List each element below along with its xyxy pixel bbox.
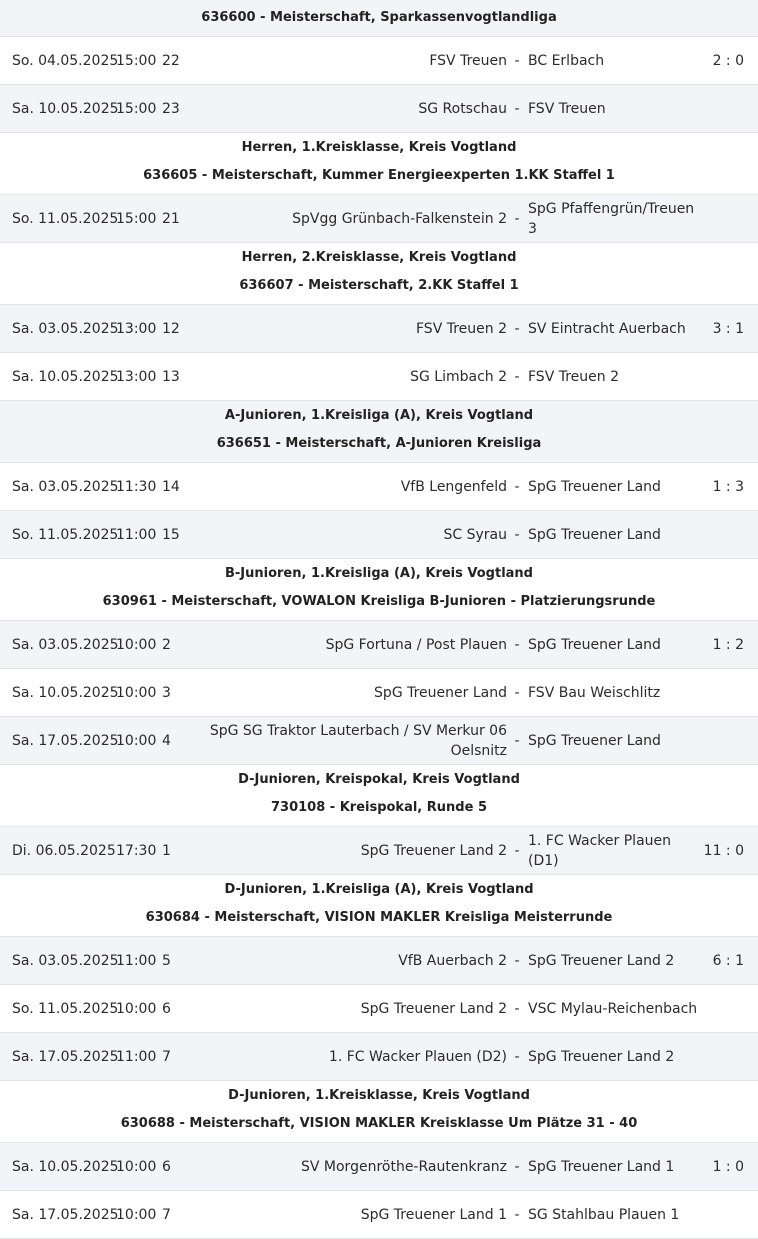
match-date: Sa. 10.05.2025 <box>12 368 119 385</box>
match-date: Sa. 10.05.2025 <box>12 684 119 701</box>
away-team[interactable]: SpG Treuener Land <box>528 526 661 543</box>
away-team[interactable]: 1. FC Wacker Plauen (D1) <box>528 832 672 869</box>
away-team[interactable]: SpG Treuener Land <box>528 732 661 749</box>
match-number: 2 <box>162 636 171 653</box>
home-team[interactable]: SC Syrau <box>443 526 507 543</box>
match-number: 6 <box>162 1000 171 1017</box>
away-team[interactable]: FSV Bau Weischlitz <box>528 684 661 701</box>
match-date: So. 11.05.2025 <box>12 526 119 543</box>
team-separator: - <box>514 842 520 859</box>
home-team[interactable]: SpVgg Grünbach-Falkenstein 2 <box>292 210 507 227</box>
team-separator: - <box>514 526 520 543</box>
away-team[interactable]: FSV Treuen <box>528 100 606 117</box>
away-team[interactable]: VSC Mylau-Reichenbach <box>528 1000 698 1017</box>
home-team[interactable]: FSV Treuen <box>429 52 507 69</box>
match-row[interactable] <box>0 621 758 669</box>
competition-title: 636600 - Meisterschaft, Sparkassenvogtlandliga <box>201 10 557 25</box>
away-team[interactable]: SG Stahlbau Plauen 1 <box>528 1206 680 1223</box>
match-date: Sa. 03.05.2025 <box>12 952 119 969</box>
match-number: 6 <box>162 1158 171 1175</box>
match-number: 22 <box>162 52 180 69</box>
competition-title: 636651 - Meisterschaft, A-Junioren Kreisliga <box>216 436 542 451</box>
team-separator: - <box>514 1000 520 1017</box>
competition-header <box>0 0 758 37</box>
match-row[interactable] <box>0 463 758 511</box>
competition-title: 730108 - Kreispokal, Runde 5 <box>270 800 487 815</box>
home-team[interactable]: SG Limbach 2 <box>410 368 507 385</box>
home-team[interactable]: SpG Treuener Land 2 <box>360 1000 507 1017</box>
match-row[interactable] <box>0 827 758 875</box>
match-row[interactable] <box>0 985 758 1033</box>
home-team[interactable]: SpG Treuener Land 2 <box>360 842 507 859</box>
match-row[interactable] <box>0 353 758 401</box>
team-separator: - <box>514 1158 520 1175</box>
match-time: 10:00 <box>116 636 157 653</box>
match-result: 1 : 2 <box>712 636 744 653</box>
match-row[interactable] <box>0 1033 758 1081</box>
match-time: 11:00 <box>116 952 157 969</box>
competition-class-label: A-Junioren, 1.Kreisliga (A), Kreis Vogtland <box>224 408 534 423</box>
match-time: 15:00 <box>116 52 157 69</box>
away-team[interactable]: SpG Treuener Land <box>528 636 661 653</box>
match-date: Sa. 17.05.2025 <box>12 1206 119 1223</box>
home-team[interactable]: FSV Treuen 2 <box>416 320 507 337</box>
match-row[interactable] <box>0 85 758 133</box>
match-number: 14 <box>162 478 180 495</box>
match-row[interactable] <box>0 511 758 559</box>
match-result: 2 : 0 <box>712 52 744 69</box>
match-date: So. 04.05.2025 <box>12 52 119 69</box>
match-number: 13 <box>162 368 180 385</box>
match-date: Sa. 03.05.2025 <box>12 478 119 495</box>
home-team[interactable]: SpG SG Traktor Lauterbach / SV Merkur 06 Oelsnitz <box>209 722 507 759</box>
match-row[interactable] <box>0 305 758 353</box>
home-team[interactable]: SpG Treuener Land <box>374 684 507 701</box>
competition-class-label: D-Junioren, 1.Kreisliga (A), Kreis Vogtland <box>224 882 534 897</box>
match-result: 3 : 1 <box>712 320 744 337</box>
competition-header <box>0 559 758 621</box>
match-row[interactable] <box>0 1143 758 1191</box>
team-separator: - <box>514 100 520 117</box>
home-team[interactable]: SpG Fortuna / Post Plauen <box>325 636 507 653</box>
team-separator: - <box>514 1206 520 1223</box>
competition-title: 630688 - Meisterschaft, VISION MAKLER Kreisklasse Um Plätze 31 - 40 <box>120 1116 638 1131</box>
competition-header <box>0 1081 758 1143</box>
match-time: 17:30 <box>116 842 157 859</box>
home-team[interactable]: VfB Auerbach 2 <box>398 952 507 969</box>
match-date: Sa. 17.05.2025 <box>12 732 119 749</box>
match-date: So. 11.05.2025 <box>12 1000 119 1017</box>
team-separator: - <box>514 684 520 701</box>
match-time: 11:00 <box>116 1048 157 1065</box>
home-team[interactable]: SG Rotschau <box>418 100 507 117</box>
away-team[interactable]: SpG Treuener Land 2 <box>528 952 675 969</box>
match-number: 1 <box>162 842 171 859</box>
away-team[interactable]: SpG Pfaffengrün/Treuen 3 <box>528 200 695 237</box>
competition-header <box>0 765 758 827</box>
competition-title: 630684 - Meisterschaft, VISION MAKLER Kreisliga Meisterrunde <box>145 910 613 925</box>
team-separator: - <box>514 368 520 385</box>
home-team[interactable]: SpG Treuener Land 1 <box>360 1206 507 1223</box>
match-time: 15:00 <box>116 100 157 117</box>
team-separator: - <box>514 210 520 227</box>
competition-class-label: D-Junioren, 1.Kreisklasse, Kreis Vogtland <box>228 1088 530 1103</box>
match-time: 10:00 <box>116 1158 157 1175</box>
competition-header <box>0 243 758 305</box>
competition-class-label: Herren, 1.Kreisklasse, Kreis Vogtland <box>241 140 517 155</box>
match-result: 1 : 0 <box>712 1158 744 1175</box>
competition-title: 636605 - Meisterschaft, Kummer Energieexperten 1.KK Staffel 1 <box>143 168 615 183</box>
team-separator: - <box>514 1048 520 1065</box>
match-number: 12 <box>162 320 180 337</box>
match-time: 11:00 <box>116 526 157 543</box>
home-team[interactable]: 1. FC Wacker Plauen (D2) <box>328 1048 507 1065</box>
competition-header <box>0 401 758 463</box>
match-date: Sa. 17.05.2025 <box>12 1048 119 1065</box>
match-number: 23 <box>162 100 180 117</box>
competition-title: 636607 - Meisterschaft, 2.KK Staffel 1 <box>239 278 519 293</box>
competition-class-label: Herren, 2.Kreisklasse, Kreis Vogtland <box>241 250 517 265</box>
away-team[interactable]: SpG Treuener Land <box>528 478 661 495</box>
match-number: 21 <box>162 210 180 227</box>
home-team[interactable]: VfB Lengenfeld <box>400 478 507 495</box>
match-number: 4 <box>162 732 171 749</box>
match-date: Sa. 03.05.2025 <box>12 320 119 337</box>
match-row[interactable] <box>0 669 758 717</box>
match-row[interactable] <box>0 37 758 85</box>
team-separator: - <box>514 52 520 69</box>
match-time: 10:00 <box>116 1000 157 1017</box>
competition-class-label: B-Junioren, 1.Kreisliga (A), Kreis Vogtland <box>224 566 533 581</box>
match-time: 10:00 <box>116 684 157 701</box>
home-team[interactable]: SV Morgenröthe-Rautenkranz <box>301 1158 507 1175</box>
match-result: 1 : 3 <box>712 478 744 495</box>
away-team[interactable]: SpG Treuener Land 2 <box>528 1048 675 1065</box>
match-time: 15:00 <box>116 210 157 227</box>
match-number: 15 <box>162 526 180 543</box>
match-time: 11:30 <box>116 478 157 495</box>
team-separator: - <box>514 478 520 495</box>
match-number: 7 <box>162 1206 171 1223</box>
match-row[interactable] <box>0 937 758 985</box>
away-team[interactable]: SV Eintracht Auerbach <box>528 320 686 337</box>
away-team[interactable]: FSV Treuen 2 <box>528 368 619 385</box>
match-row[interactable] <box>0 195 758 243</box>
team-separator: - <box>514 320 520 337</box>
team-separator: - <box>514 732 520 749</box>
match-date: Sa. 10.05.2025 <box>12 1158 119 1175</box>
match-number: 5 <box>162 952 171 969</box>
away-team[interactable]: SpG Treuener Land 1 <box>528 1158 675 1175</box>
team-separator: - <box>514 636 520 653</box>
match-date: So. 11.05.2025 <box>12 210 119 227</box>
competition-header <box>0 875 758 937</box>
match-number: 7 <box>162 1048 171 1065</box>
match-result: 6 : 1 <box>712 952 744 969</box>
competition-title: 630961 - Meisterschaft, VOWALON Kreisliga B-Junioren - Platzierungsrunde <box>102 594 656 609</box>
match-date: Sa. 03.05.2025 <box>12 636 119 653</box>
away-team[interactable]: BC Erlbach <box>528 52 605 69</box>
match-time: 10:00 <box>116 1206 157 1223</box>
match-row[interactable] <box>0 717 758 765</box>
match-date: Sa. 10.05.2025 <box>12 100 119 117</box>
competition-class-label: D-Junioren, Kreispokal, Kreis Vogtland <box>238 772 520 787</box>
match-time: 13:00 <box>116 320 157 337</box>
match-time: 10:00 <box>116 732 157 749</box>
match-result: 11 : 0 <box>703 842 744 859</box>
match-date: Di. 06.05.2025 <box>12 842 116 859</box>
competition-header <box>0 133 758 195</box>
team-separator: - <box>514 952 520 969</box>
match-number: 3 <box>162 684 171 701</box>
match-time: 13:00 <box>116 368 157 385</box>
